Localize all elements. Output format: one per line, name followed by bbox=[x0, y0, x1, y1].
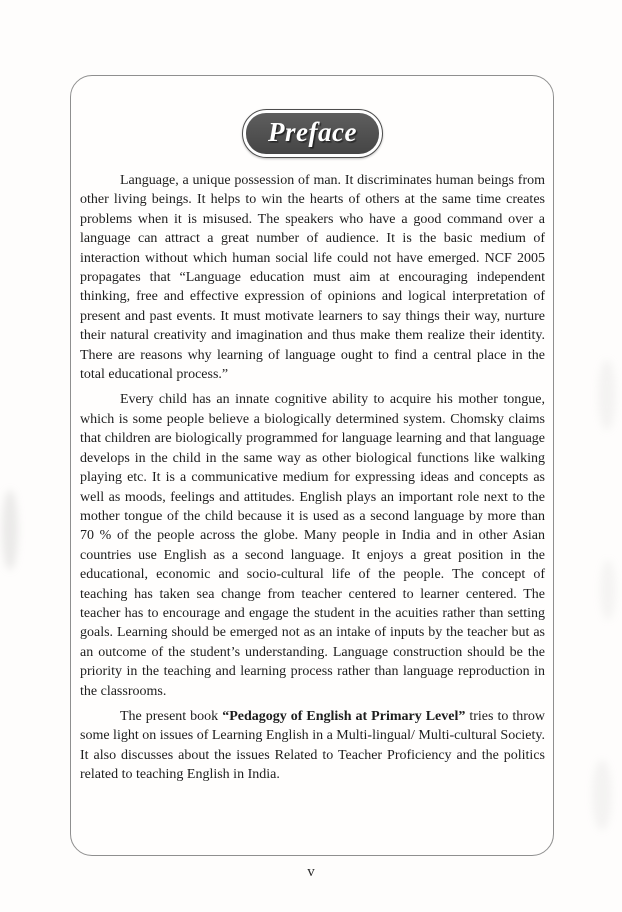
scan-smudge-artifact bbox=[2, 490, 18, 570]
paragraph-language-possession: Language, a unique possession of man. It discriminates human beings from other living beings. It helps to win the hearts of others at the same time creates problems when it is misused. The speakers who have a good command over a language can attract a great number of audience. It is the basic medium of interaction without which human social life could not have emerged. NCF 2005 propagates that “Language education must aim at encouraging independent thinking, free and effective expression of opinions and logical interpretation of present and past events. It must motivate learners to say things their way, nurture their natural creativity and imagination and thus make them realize their identity. There are reasons why learning of language ought to find a central place in the total educational process.” bbox=[80, 173, 545, 383]
scan-smudge-artifact bbox=[598, 360, 616, 430]
page-number: v bbox=[307, 864, 315, 880]
closing-paragraph-lead: The present book bbox=[120, 708, 223, 724]
closing-paragraph-rest: tries to throw some light on issues of Learning English in a Multi-lingual/ Multi-cultural Society. It also discusses about the issues Related to Teacher Proficiency and the politics related to teaching English in India. bbox=[80, 708, 545, 783]
book-title-bold: “Pedagogy of English at Primary Level” bbox=[222, 708, 466, 724]
scan-smudge-artifact bbox=[592, 760, 612, 830]
scan-smudge-artifact bbox=[600, 560, 616, 620]
preface-title: Preface bbox=[268, 117, 357, 147]
paragraph-present-book bbox=[80, 707, 545, 785]
preface-title-badge bbox=[242, 109, 383, 158]
preface-badge-pill bbox=[246, 113, 379, 154]
paragraph-child-cognitive-ability: Every child has an innate cognitive ability to acquire his mother tongue, which is some people believe a biologically determined system. Chomsky claims that children are biologically programmed for language learning and that language develops in the child in the same way as other biological functions like walking playing etc. It is a communicative medium for expressing ideas and concepts as well as moods, feelings and attitudes. English plays an important role next to the mother tongue of the child because it is used as a second language by more than 70 % of the people across the globe. Many people in India and in other Asian countries use English as a second language. It enjoys a great position in the educational, economic and socio-cultural life of the people. The concept of teaching has taken sea change from teacher centered to learner centered. The teacher has to encourage and engage the student in the acuities rather than setting goals. Learning should be emerged not as an intake of inputs by the teacher but as an outcome of the student’s understanding. Language construction should be the priority in the teaching and learning process rather than language reproduction in the classrooms. bbox=[80, 392, 545, 699]
page-border-frame bbox=[70, 75, 554, 856]
